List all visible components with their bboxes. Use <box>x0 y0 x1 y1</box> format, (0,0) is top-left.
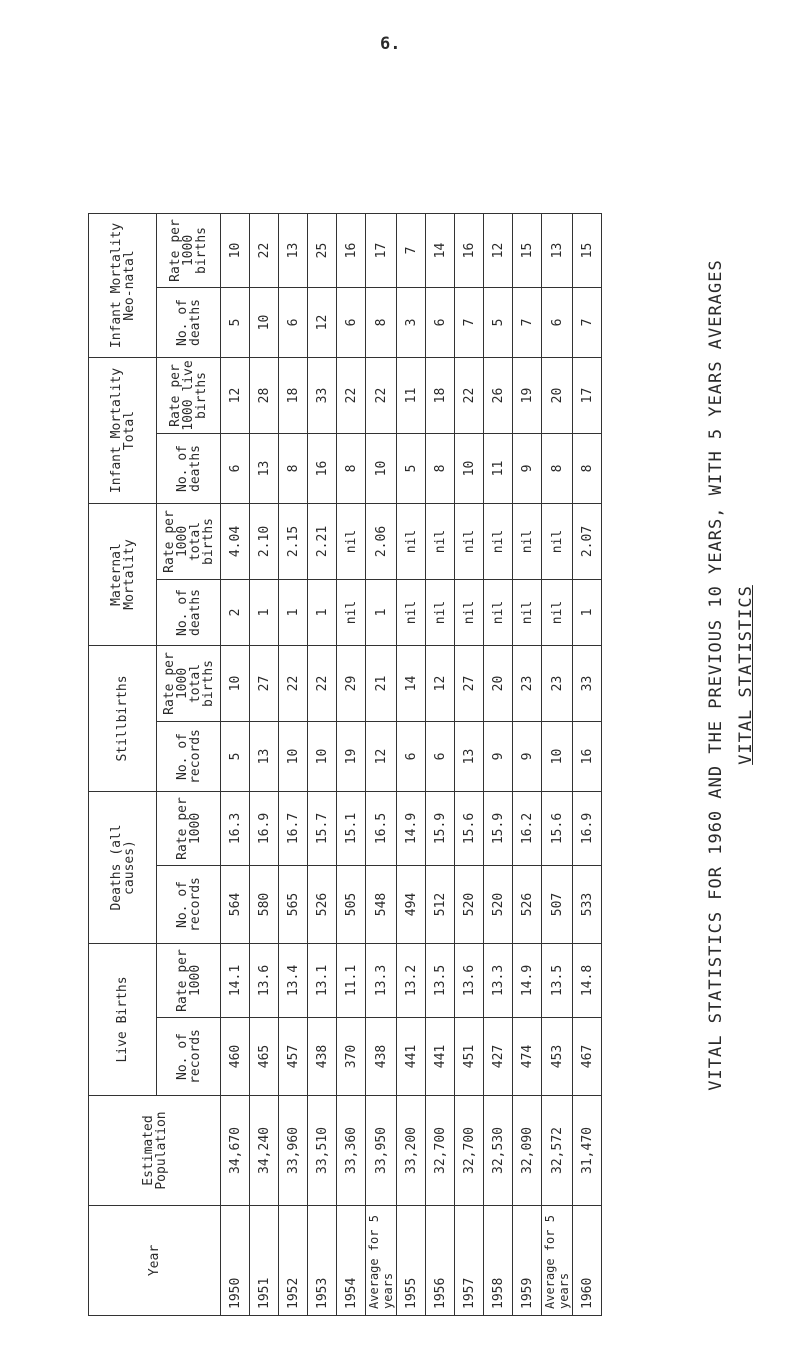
table-cell: 29 <box>337 646 366 722</box>
year-cell: 1957 <box>455 1206 484 1316</box>
table-cell: nil <box>426 504 455 580</box>
table-row <box>455 214 484 1316</box>
table-cell: 2.15 <box>279 504 308 580</box>
table-cell: 14.8 <box>573 944 602 1018</box>
table-cell: 16 <box>337 214 366 288</box>
table-row <box>250 214 279 1316</box>
table-cell: 13 <box>279 214 308 288</box>
table-cell: 6 <box>279 288 308 358</box>
table-cell: 14 <box>397 646 426 722</box>
table-cell: 9 <box>484 722 513 792</box>
table-row <box>308 214 337 1316</box>
table-cell: 13.5 <box>426 944 455 1018</box>
table-cell: 4.04 <box>221 504 250 580</box>
table-cell: 22 <box>279 646 308 722</box>
col-population: Estimated Population <box>89 1096 221 1206</box>
table-cell: 526 <box>513 866 542 944</box>
table-cell: nil <box>337 504 366 580</box>
table-cell: 13 <box>455 722 484 792</box>
table-cell: 23 <box>513 646 542 722</box>
table-cell: 5 <box>221 722 250 792</box>
group-header-row <box>89 214 157 1316</box>
table-cell: 10 <box>366 434 397 504</box>
population-cell: 31,470 <box>573 1096 602 1206</box>
table-cell: 8 <box>573 434 602 504</box>
table-cell: 14 <box>426 214 455 288</box>
vital-statistics-table <box>88 213 602 1316</box>
table-cell: 7 <box>513 288 542 358</box>
table-cell: 17 <box>366 214 397 288</box>
table-cell: 1 <box>308 580 337 646</box>
table-cell: 7 <box>397 214 426 288</box>
table-cell: 16.9 <box>573 792 602 866</box>
year-cell: 1953 <box>308 1206 337 1316</box>
table-cell: 16.3 <box>221 792 250 866</box>
year-cell: 1959 <box>513 1206 542 1316</box>
table-cell: 16.7 <box>279 792 308 866</box>
table-cell: nil <box>397 580 426 646</box>
table-cell: 25 <box>308 214 337 288</box>
table-cell: 6 <box>426 288 455 358</box>
table-cell: 2.21 <box>308 504 337 580</box>
table-cell: 7 <box>455 288 484 358</box>
table-cell: 8 <box>366 288 397 358</box>
table-cell: 507 <box>542 866 573 944</box>
table-cell: 27 <box>250 646 279 722</box>
population-cell: 34,240 <box>250 1096 279 1206</box>
col-in-rate: Rate per 1000 births <box>157 214 221 288</box>
table-cell: 8 <box>542 434 573 504</box>
table-cell: 10 <box>308 722 337 792</box>
table-cell: 13.3 <box>484 944 513 1018</box>
table-cell: 457 <box>279 1018 308 1096</box>
table-cell: 5 <box>221 288 250 358</box>
table-cell: 548 <box>366 866 397 944</box>
table-cell: nil <box>337 580 366 646</box>
page-number: 6. <box>380 34 401 54</box>
table-cell: 1 <box>279 580 308 646</box>
col-lb-rate: Rate per 1000 <box>157 944 221 1018</box>
table-cell: 14.9 <box>513 944 542 1018</box>
table-cell: 9 <box>513 434 542 504</box>
table-cell: 27 <box>455 646 484 722</box>
table-row <box>484 214 513 1316</box>
table-cell: nil <box>455 580 484 646</box>
table-cell: 19 <box>513 358 542 434</box>
table-cell: 33 <box>308 358 337 434</box>
table-cell: 21 <box>366 646 397 722</box>
table-cell: 22 <box>337 358 366 434</box>
table-cell: 465 <box>250 1018 279 1096</box>
table-cell: 370 <box>337 1018 366 1096</box>
table-row <box>279 214 308 1316</box>
population-cell: 33,510 <box>308 1096 337 1206</box>
table-cell: 494 <box>397 866 426 944</box>
table-cell: 13 <box>542 214 573 288</box>
table-cell: 15.6 <box>455 792 484 866</box>
table-cell: 2.06 <box>366 504 397 580</box>
table-cell: nil <box>426 580 455 646</box>
table-cell: nil <box>397 504 426 580</box>
table-row <box>426 214 455 1316</box>
table-cell: 12 <box>308 288 337 358</box>
population-cell: 32,530 <box>484 1096 513 1206</box>
population-cell: 33,360 <box>337 1096 366 1206</box>
average-row <box>542 214 573 1316</box>
col-sb-no: No. of records <box>157 722 221 792</box>
table-cell: 12 <box>221 358 250 434</box>
table-cell: 451 <box>455 1018 484 1096</box>
table-cell: 474 <box>513 1018 542 1096</box>
col-d-rate: Rate per 1000 <box>157 792 221 866</box>
population-cell: 33,200 <box>397 1096 426 1206</box>
table-cell: 16.5 <box>366 792 397 866</box>
average-label: Average for 5 years <box>366 1206 397 1316</box>
population-cell: 32,700 <box>455 1096 484 1206</box>
table-cell: 5 <box>397 434 426 504</box>
table-cell: 460 <box>221 1018 250 1096</box>
table-cell: 1 <box>573 580 602 646</box>
table-cell: 15.9 <box>426 792 455 866</box>
table-cell: 10 <box>221 214 250 288</box>
table-cell: 11.1 <box>337 944 366 1018</box>
year-cell: 1955 <box>397 1206 426 1316</box>
table-cell: 20 <box>484 646 513 722</box>
table-cell: 16.9 <box>250 792 279 866</box>
table-cell: 1 <box>366 580 397 646</box>
table-row <box>513 214 542 1316</box>
year-cell: 1950 <box>221 1206 250 1316</box>
year-cell: 1954 <box>337 1206 366 1316</box>
year-cell: 1956 <box>426 1206 455 1316</box>
table-cell: 10 <box>542 722 573 792</box>
col-lb-no: No. of records <box>157 1018 221 1096</box>
table-cell: 13 <box>250 722 279 792</box>
col-in-no: No. of deaths <box>157 288 221 358</box>
table-cell: 15 <box>513 214 542 288</box>
table-cell: 14.1 <box>221 944 250 1018</box>
group-stillbirths: Stillbirths <box>89 646 157 792</box>
col-sb-rate: Rate per 1000 total births <box>157 646 221 722</box>
table-cell: 22 <box>250 214 279 288</box>
table-cell: 10 <box>250 288 279 358</box>
population-cell: 32,572 <box>542 1096 573 1206</box>
table-cell: 26 <box>484 358 513 434</box>
table-cell: 564 <box>221 866 250 944</box>
table-row <box>397 214 426 1316</box>
table-row <box>221 214 250 1316</box>
population-cell: 32,700 <box>426 1096 455 1206</box>
col-mat-no: No. of deaths <box>157 580 221 646</box>
table-cell: 22 <box>455 358 484 434</box>
table-cell: 8 <box>337 434 366 504</box>
document-title: VITAL STATISTICS FOR 1960 AND THE PREVIOUS 10 YEARS, WITH 5 YEARS AVERAGES <box>706 259 726 1091</box>
table-cell: 565 <box>279 866 308 944</box>
table-cell: 438 <box>366 1018 397 1096</box>
table-title: VITAL STATISTICS <box>736 585 756 765</box>
table-row <box>337 214 366 1316</box>
group-deaths: Deaths (all causes) <box>89 792 157 944</box>
table-row <box>573 214 602 1316</box>
table-cell: 2 <box>221 580 250 646</box>
table-cell: 3 <box>397 288 426 358</box>
table-cell: 505 <box>337 866 366 944</box>
table-cell: 11 <box>484 434 513 504</box>
table-cell: 23 <box>542 646 573 722</box>
table-cell: 16 <box>308 434 337 504</box>
year-cell: 1951 <box>250 1206 279 1316</box>
table-cell: 12 <box>426 646 455 722</box>
table-cell: 580 <box>250 866 279 944</box>
table-cell: 453 <box>542 1018 573 1096</box>
table-cell: nil <box>484 580 513 646</box>
group-infant-neonatal: Infant Mortality Neo-natal <box>89 214 157 358</box>
table-cell: 8 <box>279 434 308 504</box>
table-cell: nil <box>513 504 542 580</box>
table-cell: 15.1 <box>337 792 366 866</box>
table-cell: 10 <box>455 434 484 504</box>
col-year: Year <box>89 1206 221 1316</box>
table-cell: 15 <box>573 214 602 288</box>
table-cell: 526 <box>308 866 337 944</box>
table-cell: 22 <box>308 646 337 722</box>
table-cell: 17 <box>573 358 602 434</box>
table-cell: 441 <box>426 1018 455 1096</box>
col-mat-rate: Rate per 1000 total births <box>157 504 221 580</box>
table-cell: 10 <box>279 722 308 792</box>
table-cell: nil <box>455 504 484 580</box>
table-cell: 13.1 <box>308 944 337 1018</box>
table-cell: 467 <box>573 1018 602 1096</box>
table-cell: 520 <box>484 866 513 944</box>
year-cell: 1952 <box>279 1206 308 1316</box>
year-cell: 1960 <box>573 1206 602 1316</box>
table-cell: 18 <box>426 358 455 434</box>
table-cell: 2.07 <box>573 504 602 580</box>
group-infant-total: Infant Mortality Total <box>89 358 157 504</box>
table-cell: 15.7 <box>308 792 337 866</box>
table-cell: 427 <box>484 1018 513 1096</box>
table-cell: 6 <box>397 722 426 792</box>
table-cell: 520 <box>455 866 484 944</box>
table-cell: 13.2 <box>397 944 426 1018</box>
table-cell: 12 <box>366 722 397 792</box>
table-cell: 19 <box>337 722 366 792</box>
group-live-births: Live Births <box>89 944 157 1096</box>
col-d-no: No. of records <box>157 866 221 944</box>
table-cell: 2.10 <box>250 504 279 580</box>
table-cell: 28 <box>250 358 279 434</box>
table-cell: 7 <box>573 288 602 358</box>
average-label: Average for 5 years <box>542 1206 573 1316</box>
population-cell: 33,950 <box>366 1096 397 1206</box>
table-cell: 438 <box>308 1018 337 1096</box>
table-cell: 13.4 <box>279 944 308 1018</box>
table-cell: 14.9 <box>397 792 426 866</box>
table-cell: nil <box>513 580 542 646</box>
year-cell: 1958 <box>484 1206 513 1316</box>
table-cell: 12 <box>484 214 513 288</box>
table-cell: 512 <box>426 866 455 944</box>
table-cell: 5 <box>484 288 513 358</box>
table-cell: 6 <box>337 288 366 358</box>
table-cell: 13.6 <box>455 944 484 1018</box>
table-cell: 13.3 <box>366 944 397 1018</box>
table-cell: 9 <box>513 722 542 792</box>
table-cell: 6 <box>221 434 250 504</box>
table-cell: 6 <box>542 288 573 358</box>
table-cell: 10 <box>221 646 250 722</box>
average-row <box>366 214 397 1316</box>
table-cell: 13.5 <box>542 944 573 1018</box>
table-cell: 8 <box>426 434 455 504</box>
table-cell: nil <box>542 580 573 646</box>
table-cell: 16 <box>455 214 484 288</box>
group-maternal: Maternal Mortality <box>89 504 157 646</box>
table-cell: 1 <box>250 580 279 646</box>
col-it-no: No. of deaths <box>157 434 221 504</box>
table-cell: 6 <box>426 722 455 792</box>
population-cell: 32,090 <box>513 1096 542 1206</box>
population-cell: 34,670 <box>221 1096 250 1206</box>
table-cell: 15.6 <box>542 792 573 866</box>
population-cell: 33,960 <box>279 1096 308 1206</box>
table-cell: 15.9 <box>484 792 513 866</box>
table-cell: 20 <box>542 358 573 434</box>
col-it-rate: Rate per 1000 live births <box>157 358 221 434</box>
table-cell: 441 <box>397 1018 426 1096</box>
table-cell: 18 <box>279 358 308 434</box>
table-cell: 13.6 <box>250 944 279 1018</box>
table-cell: 13 <box>250 434 279 504</box>
table-cell: 533 <box>573 866 602 944</box>
table-cell: 11 <box>397 358 426 434</box>
table-cell: 22 <box>366 358 397 434</box>
table-cell: 33 <box>573 646 602 722</box>
table-cell: 16 <box>573 722 602 792</box>
table-cell: nil <box>542 504 573 580</box>
table-cell: 16.2 <box>513 792 542 866</box>
table-cell: nil <box>484 504 513 580</box>
